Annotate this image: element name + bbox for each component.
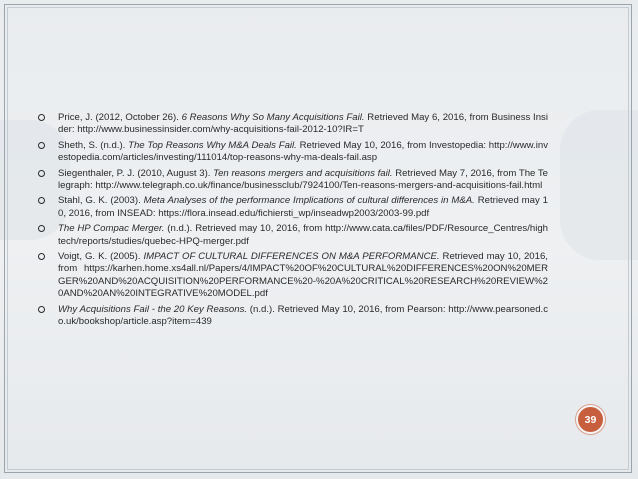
reference-item bbox=[38, 112, 548, 137]
reference-text: Retrieved May 6, 2016, from Business Insider: http://www.businessinsider.com/why-acquisitions-fail-2012-10?IR=T bbox=[58, 112, 548, 136]
reference-text: Retrieved may 10, 2016, from INSEAD: https://flora.insead.edu/fichiersti_wp/inseadwp2003/2003-99.pdf bbox=[58, 195, 548, 219]
reference-title: Ten reasons mergers and acquisitions fail. bbox=[213, 167, 393, 179]
reference-item bbox=[38, 168, 548, 193]
reference-item bbox=[38, 223, 548, 248]
reference-title: The Top Reasons Why M&A Deals Fail. bbox=[128, 139, 297, 151]
circle-bullet-icon bbox=[38, 114, 45, 121]
reference-text: (n.d.). Retrieved may 10, 2016, from http://www.cata.ca/files/PDF/Resource_Centres/hightech/reports/studies/quebec-HPQ-merger.pdf bbox=[58, 223, 548, 247]
reference-item bbox=[38, 251, 548, 301]
circle-bullet-icon bbox=[38, 197, 45, 204]
circle-bullet-icon bbox=[38, 170, 45, 177]
reference-text: Siegenthaler, P. J. (2010, August 3). bbox=[58, 167, 214, 179]
reference-title: Why Acquisitions Fail - the 20 Key Reasons. bbox=[58, 303, 248, 315]
reference-title: IMPACT OF CULTURAL DIFFERENCES ON M&A PERFORMANCE. bbox=[143, 251, 440, 263]
reference-text: Price, J. (2012, October 26). bbox=[58, 112, 182, 123]
reference-item bbox=[38, 195, 548, 220]
reference-item bbox=[38, 140, 548, 165]
reference-text: Retrieved May 7, 2016, from The Telegraph: http://www.telegraph.co.uk/finance/businessclub/7924100/Ten-reasons-mergers-and-acquisitions-fail.html bbox=[58, 167, 548, 192]
page-number-badge: 39 bbox=[576, 405, 605, 434]
reference-item bbox=[38, 304, 548, 329]
reference-text: Voigt, G. K. (2005). bbox=[58, 251, 144, 263]
reference-list bbox=[38, 112, 548, 332]
reference-title: The HP Compac Merger. bbox=[58, 223, 165, 235]
circle-bullet-icon bbox=[38, 306, 45, 313]
reference-title: 6 Reasons Why So Many Acquisitions Fail. bbox=[181, 112, 365, 123]
reference-text: Retrieved may 10, 2016, from https://karhen.home.xs4all.nl/Papers/4/IMPACT%20OF%20CULTURAL%20DIFFERENCES%20ON%20MERGER%20AND%20ACQUISITION%20PERFORMANCE%20-%20A%20CRITICAL%20RESEARCH%20REVIEW%20AND%20AN%20INTEGRATIVE%20MODEL.pdf bbox=[58, 251, 548, 300]
circle-bullet-icon bbox=[38, 225, 45, 232]
reference-text: Stahl, G. K. (2003). bbox=[58, 195, 144, 207]
reference-title: Meta Analyses of the performance Implications of cultural differences in M&A. bbox=[143, 195, 475, 207]
circle-bullet-icon bbox=[38, 142, 45, 149]
reference-text: (n.d.). Retrieved May 10, 2016, from Pearson: http://www.pearsoned.co.uk/bookshop/article.asp?item=439 bbox=[58, 303, 548, 328]
reference-text: Sheth, S. (n.d.). bbox=[58, 139, 129, 151]
reference-text: Retrieved May 10, 2016, from Investopedia: http://www.investopedia.com/articles/investing/111014/top-reasons-why-ma-deals-fail.asp bbox=[58, 139, 548, 164]
circle-bullet-icon bbox=[38, 253, 45, 260]
